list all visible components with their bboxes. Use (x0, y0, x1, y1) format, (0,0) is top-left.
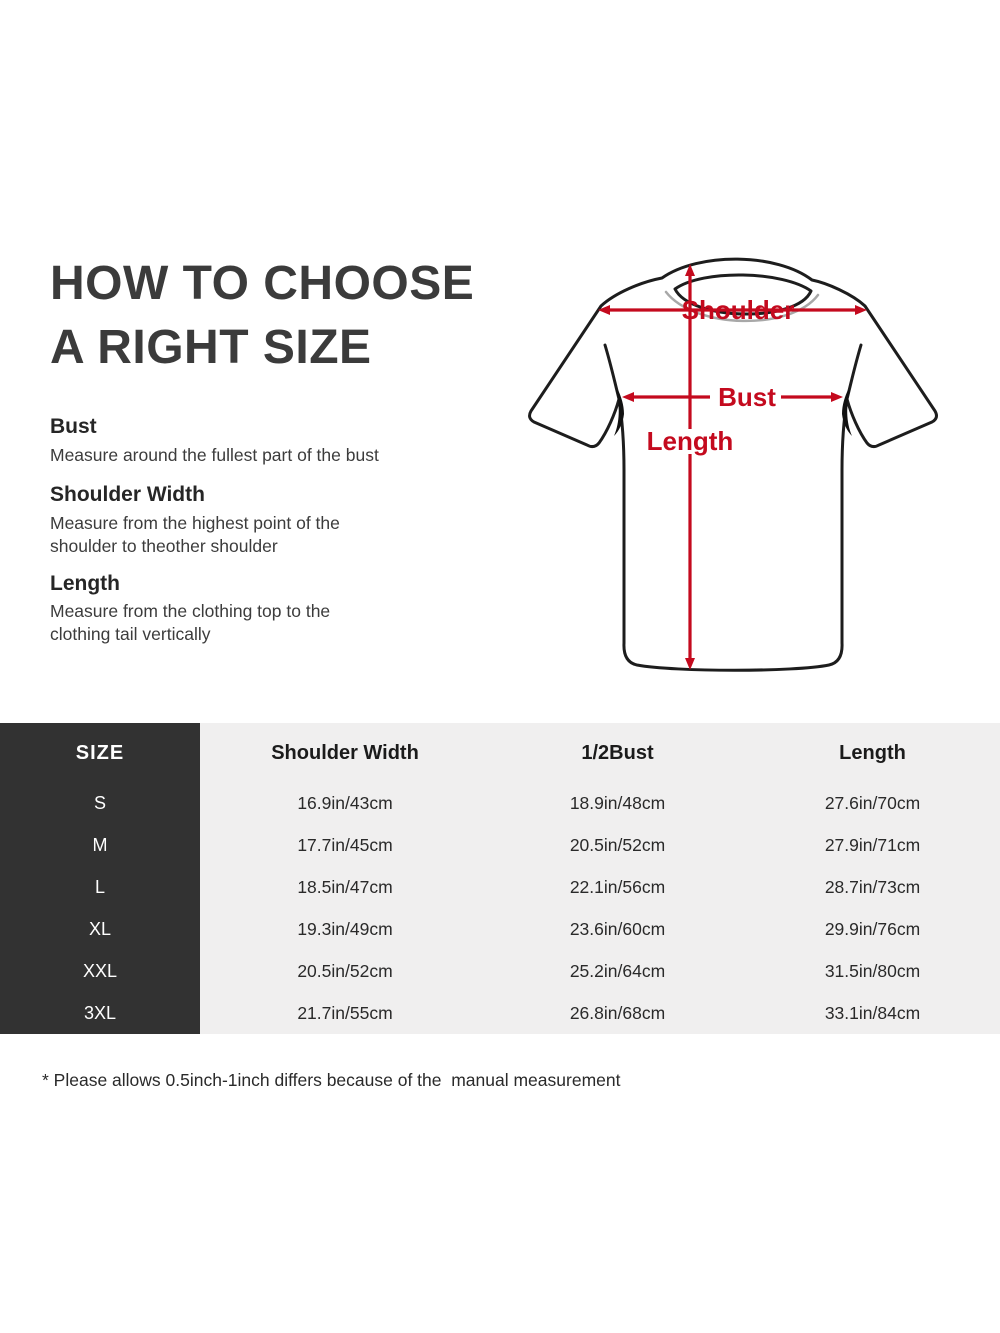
header-half-bust: 1/2Bust (581, 741, 654, 764)
cell-xl-length: 29.9in/76cm (824, 918, 921, 939)
cell-m-half-bust: 20.5in/52cm (569, 835, 666, 856)
tshirt-measurement-diagram (495, 225, 965, 695)
cell-3xl-shoulder-width: 21.7in/55cm (297, 1002, 393, 1023)
length-description-line: Measure from the clothing top to the (50, 601, 331, 621)
size-label-l: L (0, 867, 200, 909)
cell-s-length: 27.6in/70cm (824, 793, 921, 814)
shoulder-width-heading: Shoulder Width (50, 483, 205, 506)
cell-3xl-length: 33.1in/84cm (824, 1002, 921, 1023)
header-shoulder-width: Shoulder Width (271, 741, 419, 764)
measurement-disclaimer: * Please allows 0.5inch-1inch differs because of the manual measurement (42, 1070, 621, 1090)
cell-xxl-length: 31.5in/80cm (824, 960, 921, 981)
page-title-line-2: A RIGHT SIZE (50, 321, 372, 374)
cell-xxl-shoulder-width: 20.5in/52cm (297, 960, 393, 981)
length-description-line: clothing tail vertically (50, 624, 211, 644)
cell-m-shoulder-width: 17.7in/45cm (297, 835, 393, 856)
shoulder-width-description (50, 512, 340, 558)
length-heading: Length (50, 572, 120, 595)
shoulder-width-description-line: shoulder to theother shoulder (50, 536, 278, 556)
shoulder-width-description-line: Measure from the highest point of the (50, 513, 340, 533)
length-arrow-label: Length (646, 426, 734, 456)
cell-xl-half-bust: 23.6in/60cm (569, 918, 666, 939)
header-size: SIZE (0, 723, 200, 783)
cell-l-length: 28.7in/73cm (824, 877, 921, 898)
cell-s-half-bust: 18.9in/48cm (569, 793, 666, 814)
size-label-3xl: 3XL (0, 992, 200, 1034)
cell-m-length: 27.9in/71cm (824, 835, 921, 856)
shoulder-arrow-label: Shoulder (681, 295, 795, 325)
page-title (50, 252, 474, 380)
size-label-xl: XL (0, 908, 200, 950)
bust-description (50, 444, 379, 467)
size-label-m: M (0, 825, 200, 867)
cell-xl-shoulder-width: 19.3in/49cm (297, 918, 393, 939)
header-length: Length (839, 741, 906, 764)
length-description (50, 600, 330, 646)
bust-arrow-label: Bust (718, 382, 776, 412)
cell-3xl-half-bust: 26.8in/68cm (569, 1002, 666, 1023)
cell-xxl-half-bust: 25.2in/64cm (569, 960, 666, 981)
size-label-xxl: XXL (0, 950, 200, 992)
cell-s-shoulder-width: 16.9in/43cm (297, 793, 393, 814)
page-title-line-1: HOW TO CHOOSE (50, 257, 475, 310)
cell-l-half-bust: 22.1in/56cm (569, 877, 666, 898)
cell-l-shoulder-width: 18.5in/47cm (297, 877, 393, 898)
bust-heading: Bust (50, 415, 97, 438)
size-chart-table (0, 723, 1000, 1034)
size-label-s: S (0, 783, 200, 825)
bust-description-line: Measure around the fullest part of the bust (50, 445, 379, 465)
